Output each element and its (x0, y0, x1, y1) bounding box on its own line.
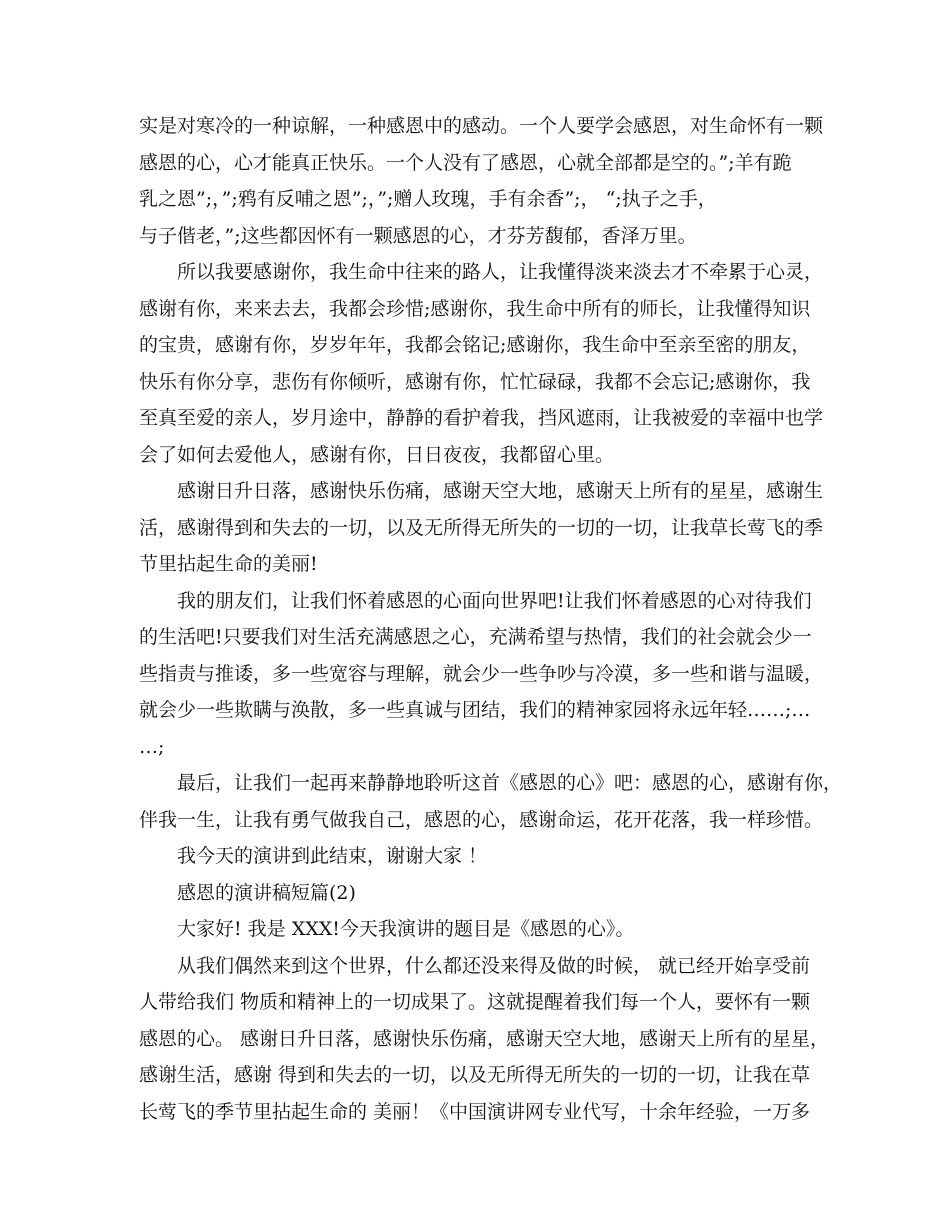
text-line: 乳之恩”;，”;鸦有反哺之恩”;，”;赠人玫瑰，手有余香”;， “;执子之手， (139, 188, 717, 210)
text-line: 的宝贵，感谢有你，岁岁年年，我都会铭记;感谢你，我生命中至亲至密的朋友， (139, 334, 811, 356)
text-line: 些指责与推诿，多一些宽容与理解，就会少一些争吵与冷漠，多一些和谐与温暖， (139, 662, 824, 685)
text-line: 伴我一生，让我有勇气做我自己，感恩的心，感谢命运，花开花落，我一样珍惜。 (139, 808, 824, 831)
text-line: 感谢有你，来来去去，我都会珍惜;感谢你，我生命中所有的师长，让我懂得知识 (139, 297, 811, 320)
paragraph (139, 254, 824, 473)
text-line: 感谢日升日落，感谢快乐伤痛，感谢天空大地，感谢天上所有的星星，感谢生 (177, 480, 824, 502)
document-body (139, 108, 843, 1130)
text-line: 大家好! 我是 XXX!今天我演讲的题目是《感恩的心》。 (177, 918, 635, 940)
text-line: 所以我要感谢你，我生命中往来的路人，让我懂得淡来淡去才不牵累于心灵， (177, 261, 824, 283)
section-heading (139, 875, 819, 912)
text-line: 活，感谢得到和失去的一切，以及无所得无所失的一切的一切，让我草长莺飞的季 (139, 516, 824, 539)
paragraph (139, 911, 819, 948)
text-line: 会了如何去爱他人，感谢有你，日日夜夜，我都留心里。 (139, 443, 615, 466)
text-line: 感恩的演讲稿短篇(2) (177, 881, 356, 904)
text-line: 从我们偶然来到这个世界，什么都还没来得及做的时候， 就已经开始享受前 (177, 954, 811, 977)
text-line: 与子偕老，”;这些都因怀有一颗感恩的心，才芬芳馥郁，香泽万里。 (139, 224, 697, 247)
paragraph (139, 948, 830, 1131)
text-line: 长莺飞的季节里拈起生命的 美丽！《中国演讲网专业代写，十余年经验，一万多 (139, 1100, 811, 1123)
text-line: 最后，让我们一起再来静静地聆听这首《感恩的心》吧：感恩的心，感谢有你， (177, 772, 843, 794)
text-line: 感恩的心，心才能真正快乐。一个人没有了感恩，心就全部都是空的。”;羊有跪 (139, 151, 792, 174)
paragraph (139, 108, 824, 254)
text-line: 就会少一些欺瞒与涣散，多一些真诚与团结，我们的精神家园将永远年轻……;… (139, 699, 811, 721)
paragraph (139, 838, 819, 875)
text-line: 的生活吧!只要我们对生活充满感恩之心，充满希望与热情，我们的社会就会少一 (139, 626, 812, 648)
paragraph (139, 473, 824, 583)
text-line: 感恩的心。 感谢日升日落，感谢快乐伤痛，感谢天空大地，感谢天上所有的星星， (139, 1027, 830, 1050)
text-line: 我的朋友们，让我们怀着感恩的心面向世界吧!让我们怀着感恩的心对待我们 (177, 589, 812, 612)
text-line: 快乐有你分享，悲伤有你倾听，感谢有你，忙忙碌碌，我都不会忘记;感谢你，我 (139, 370, 811, 393)
text-line: 至真至爱的亲人，岁月途中，静静的看护着我，挡风遮雨，让我被爱的幸福中也学 (139, 407, 824, 429)
text-line: …; (139, 735, 165, 758)
paragraph (139, 765, 843, 838)
paragraph (139, 583, 824, 766)
text-line: 实是对寒冷的一种谅解，一种感恩中的感动。一个人要学会感恩，对生命怀有一颗 (139, 115, 824, 137)
text-line: 人带给我们 物质和精神上的一切成果了。这就提醒着我们每一个人，要怀有一颗 (139, 991, 811, 1013)
text-line: 我今天的演讲到此结束，谢谢大家 ！ (177, 845, 488, 867)
text-line: 节里拈起生命的美丽! (139, 553, 318, 575)
text-line: 感谢生活，感谢 得到和失去的一切，以及无所得无所失的一切的一切，让我在草 (139, 1064, 811, 1086)
